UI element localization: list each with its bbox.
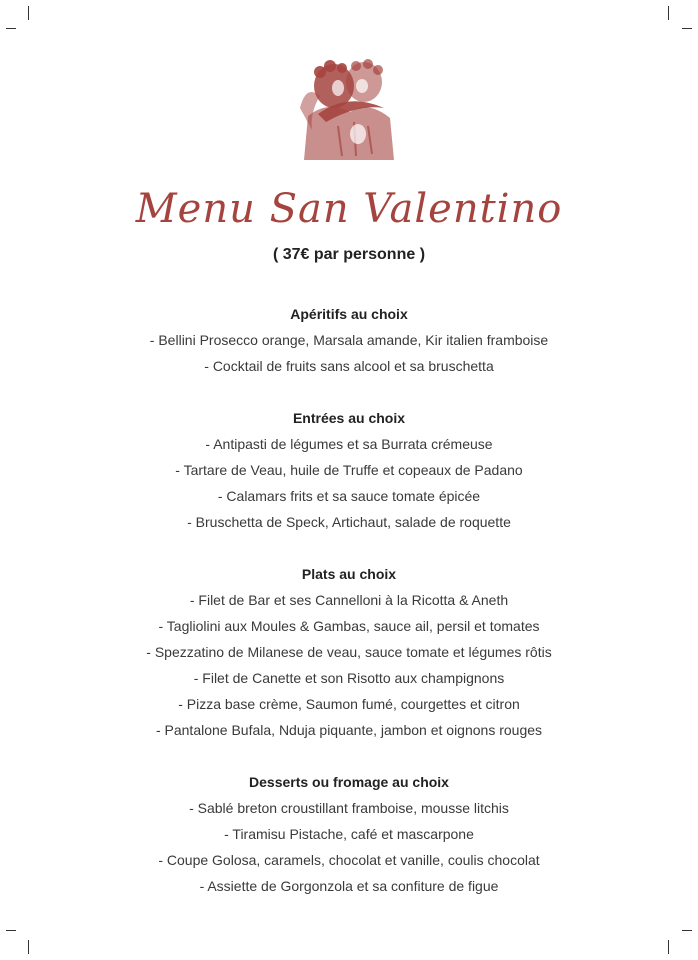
menu-item: - Tiramisu Pistache, café et mascarpone: [224, 826, 474, 842]
section-desserts: [0, 769, 698, 899]
crop-mark-top-right-h: [682, 28, 692, 29]
section-entrees: [0, 405, 698, 535]
menu-title: Menu San Valentino: [135, 186, 563, 232]
crop-mark-top-right: [668, 6, 669, 20]
menu-item: - Spezzatino de Milanese de veau, sauce tomate et légumes rôtis: [146, 644, 552, 660]
crop-mark-bottom-right-h: [682, 930, 692, 931]
section-heading: Apéritifs au choix: [290, 306, 408, 322]
menu-item: - Filet de Bar et ses Cannelloni à la Ricotta & Aneth: [189, 592, 509, 608]
menu-price: ( 37€ par personne ): [272, 246, 426, 263]
crop-mark-top-left-h: [6, 28, 16, 29]
section-heading: Plats au choix: [301, 566, 397, 582]
menu-item: - Assiette de Gorgonzola et sa confiture de figue: [199, 878, 499, 894]
menu-item: - Cocktail de fruits sans alcool et sa bruschetta: [204, 358, 494, 374]
menu-item: - Sablé breton croustillant framboise, mousse litchis: [189, 800, 509, 816]
section-aperitifs: [0, 301, 698, 379]
section-heading: Entrées au choix: [292, 410, 406, 426]
menu-item: - Pantalone Bufala, Nduja piquante, jambon et oignons rouges: [155, 722, 543, 738]
section-heading: Desserts ou fromage au choix: [249, 774, 449, 790]
menu-item: - Coupe Golosa, caramels, chocolat et vanille, coulis chocolat: [158, 852, 540, 868]
section-plats: [0, 561, 698, 743]
menu-item: - Calamars frits et sa sauce tomate épicée: [217, 488, 481, 504]
crop-mark-bottom-right: [668, 940, 669, 954]
menu-item: - Filet de Canette et son Risotto aux champignons: [193, 670, 505, 686]
menu-item: - Pizza base crème, Saumon fumé, courgettes et citron: [178, 696, 520, 712]
menu-item: - Tagliolini aux Moules & Gambas, sauce ail, persil et tomates: [158, 618, 540, 634]
cherubs-logo-icon: [298, 56, 402, 160]
crop-mark-bottom-left: [28, 940, 29, 954]
menu-item: - Bruschetta de Speck, Artichaut, salade de roquette: [187, 514, 511, 530]
menu-item: - Bellini Prosecco orange, Marsala amande, Kir italien framboise: [149, 332, 549, 348]
menu-item: - Tartare de Veau, huile de Truffe et copeaux de Padano: [175, 462, 523, 478]
menu-item: - Antipasti de légumes et sa Burrata crémeuse: [205, 436, 493, 452]
crop-mark-bottom-left-h: [6, 930, 16, 931]
crop-mark-top-left: [28, 6, 29, 20]
